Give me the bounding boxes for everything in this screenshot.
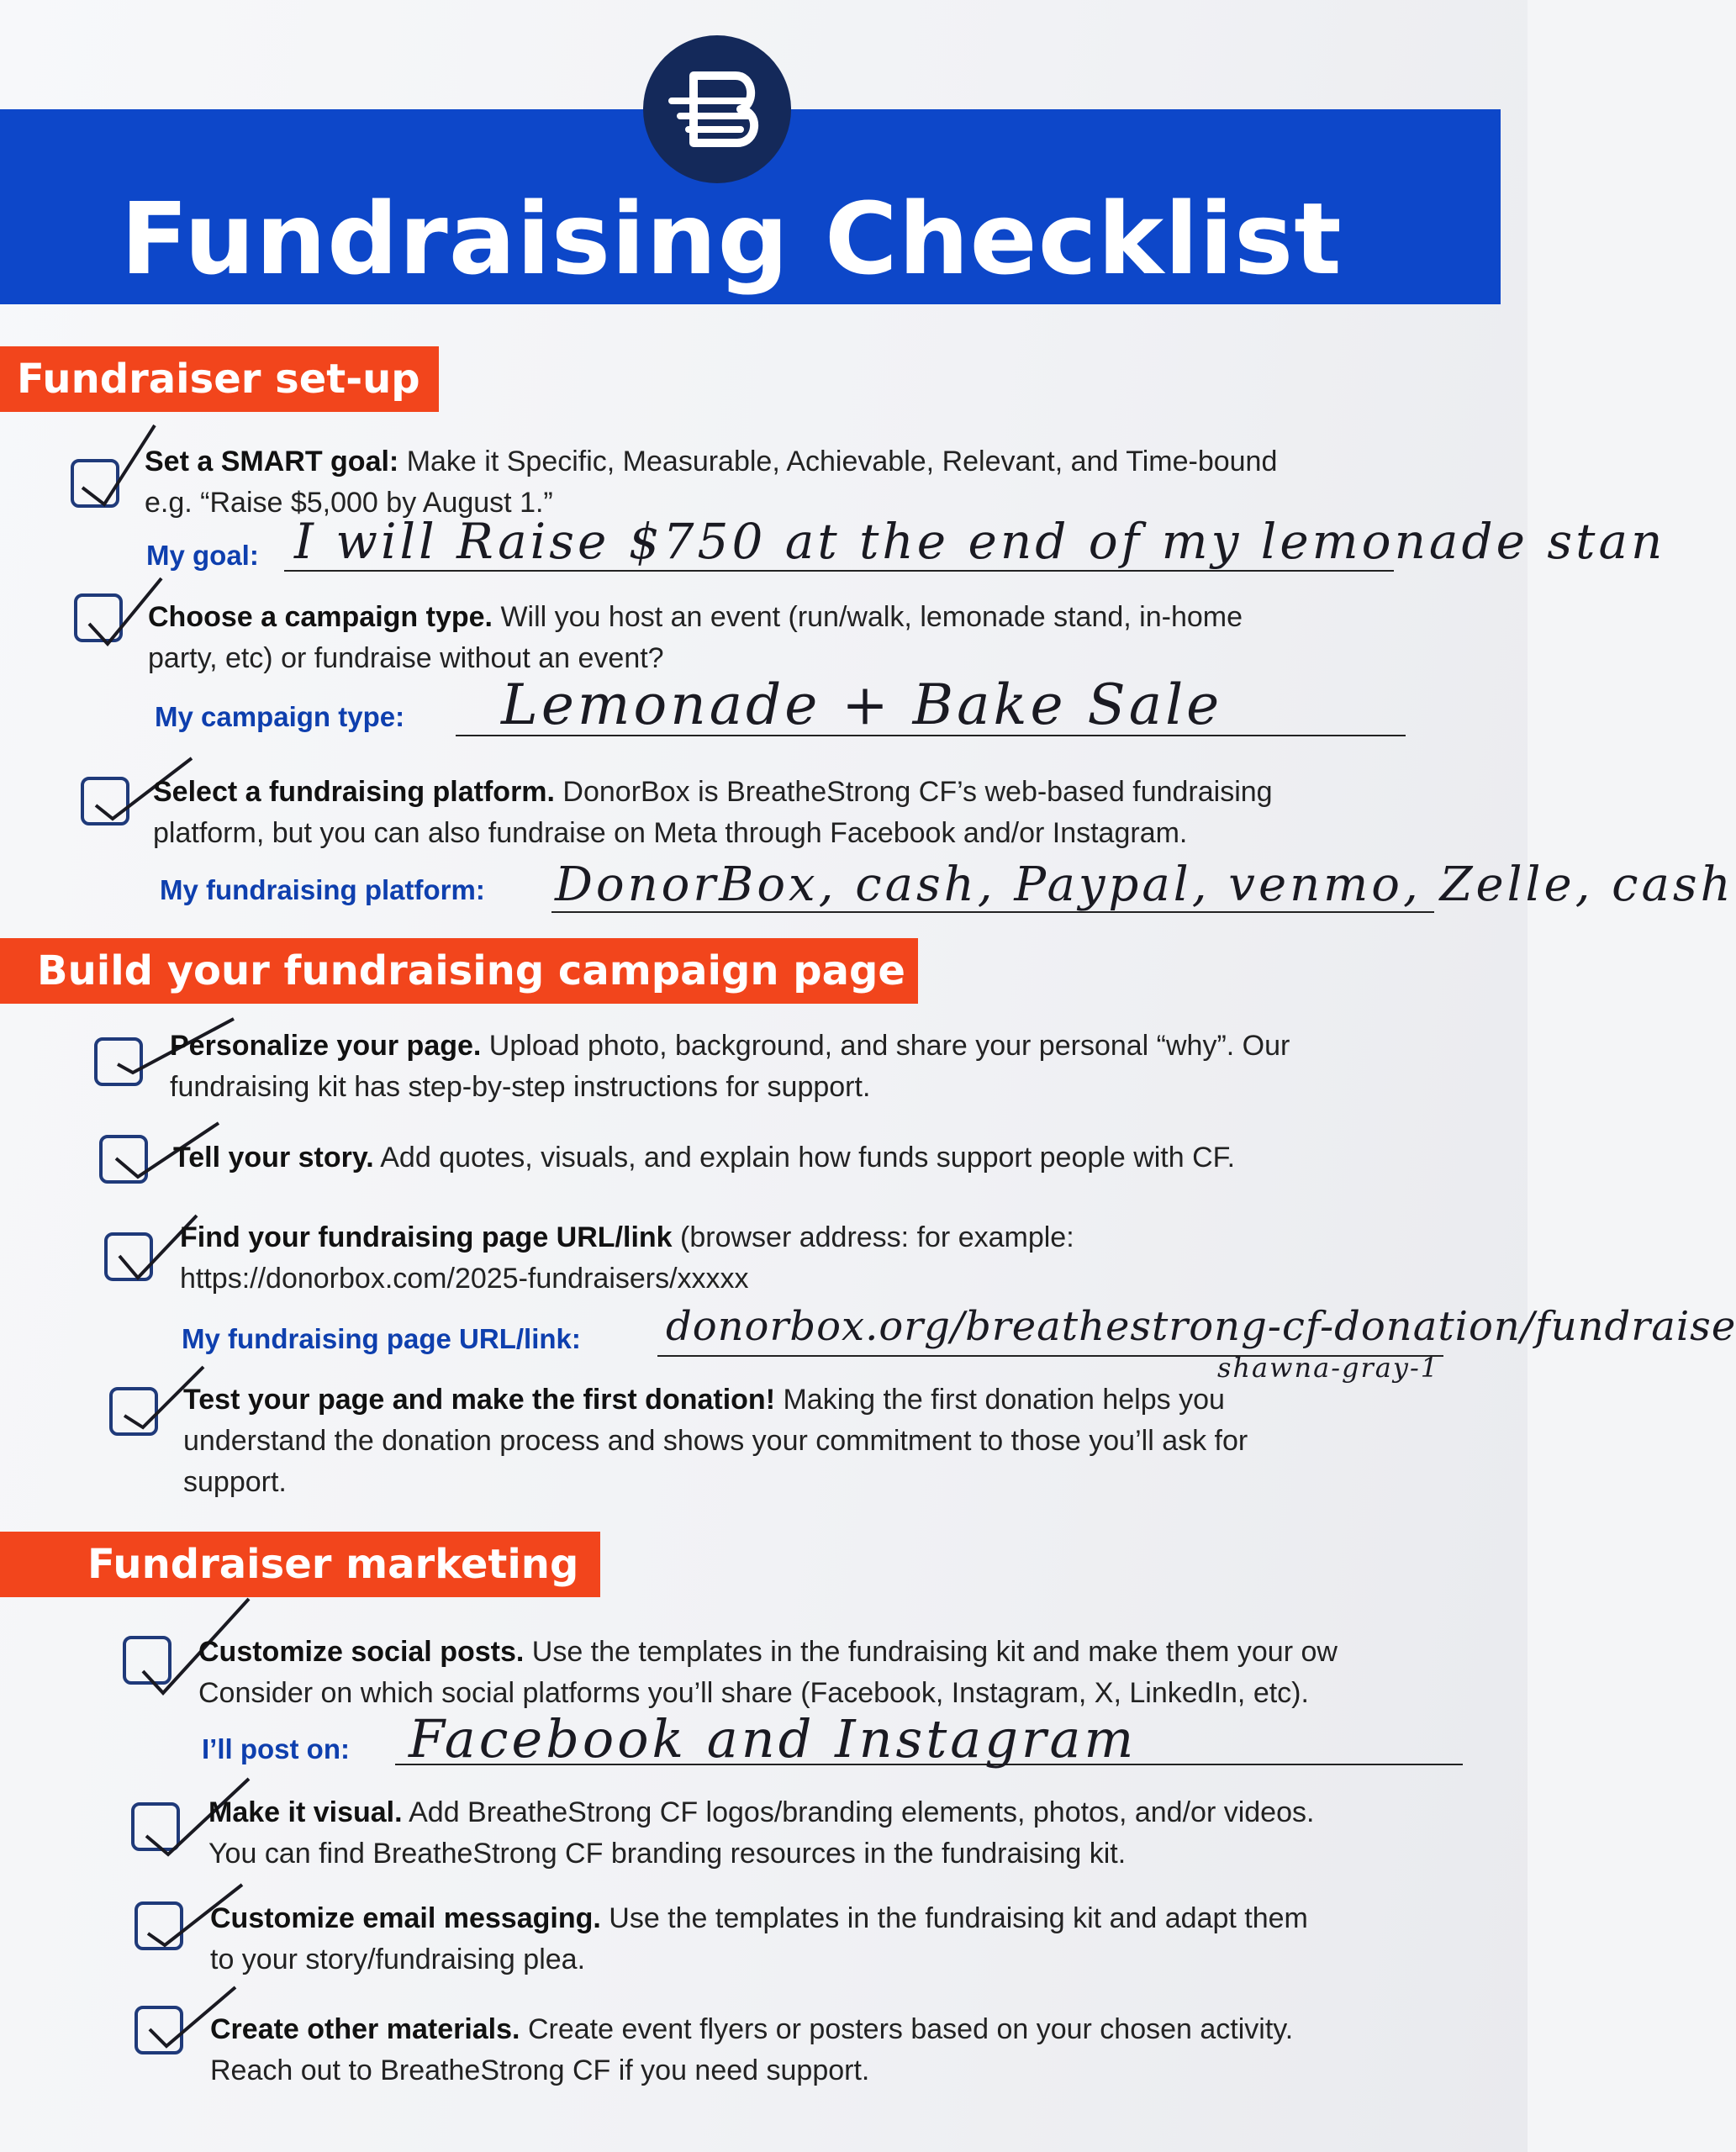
checklist-item-url: Find your fundraising page URL/link (browser address: for example: https://donorbox.com/2025-fundraisers/xxxxx [180,1221,1074,1295]
checklist-item-smart-goal: Set a SMART goal: Make it Specific, Measurable, Achievable, Relevant, and Time-bound e.g. “Raise $5,000 by August 1.” [145,446,1278,519]
section-header-setup: Fundraiser set-up [0,346,439,412]
checklist-item-visual: Make it visual. Add BreatheStrong CF logos/branding elements, photos, and/or videos. You can find BreatheStrong CF branding resources in the fundraising kit. [208,1796,1315,1870]
checklist-item-materials: Create other materials. Create event flyers or posters based on your chosen activity. Reach out to BreatheStrong CF if you need support. [210,2013,1294,2086]
checkbox-platform[interactable] [81,777,129,825]
field-label-goal: My goal: [146,540,259,571]
section-header-marketing: Fundraiser marketing [0,1532,600,1597]
handwritten-url-continued[interactable]: shawna-gray-1 [1217,1352,1440,1384]
checkbox-visual[interactable] [131,1802,180,1851]
checklist-item-social-posts: Customize social posts. Use the templates in the fundraising kit and make them your ow Consider on which social platforms you’ll share (Facebook, Instagram, X, LinkedIn, etc). [198,1636,1338,1709]
field-label-url: My fundraising page URL/link: [182,1323,581,1354]
field-label-campaign-type: My campaign type: [155,701,405,732]
checkbox-personalize[interactable] [94,1037,143,1086]
checkbox-materials[interactable] [135,2006,183,2054]
checkbox-first-donation[interactable] [109,1387,158,1436]
checkbox-story[interactable] [99,1135,148,1184]
field-line [284,570,1394,572]
checklist-item-first-donation: Test your page and make the first donation! Making the first donation helps you understand the donation process and shows your commitment to those you’ll ask for support. [183,1384,1248,1498]
field-label-post-on: I’ll post on: [202,1733,350,1764]
handwritten-goal[interactable]: I will Raise $750 at the end of my lemonade stan [294,513,1666,570]
checkbox-email[interactable] [135,1901,183,1950]
checkbox-social-posts[interactable] [123,1636,171,1685]
checklist-item-personalize: Personalize your page. Upload photo, background, and share your personal “why”. Our fundraising kit has step-by-step instructions for support. [170,1030,1290,1103]
checkbox-campaign-type[interactable] [74,593,123,642]
breathestrong-logo-icon [643,35,791,183]
handwritten-post-on[interactable]: Facebook and Instagram [409,1708,1137,1770]
handwritten-platform[interactable]: DonorBox, cash, Paypal, venmo, Zelle, cash [555,857,1734,912]
checkbox-smart-goal[interactable] [71,459,119,508]
section-header-campaign-page: Build your fundraising campaign page [0,938,918,1004]
handwritten-campaign-type[interactable]: Lemonade + Bake Sale [501,672,1223,737]
checklist-item-platform: Select a fundraising platform. DonorBox is BreatheStrong CF’s web-based fundraising platform, but you can also fundraise on Meta through Facebook and/or Instagram. [153,776,1273,849]
checklist-item-email: Customize email messaging. Use the templates in the fundraising kit and adapt them to your story/fundraising plea. [210,1902,1308,1975]
page-title: Fundraising Checklist [120,181,1343,297]
field-label-platform: My fundraising platform: [160,874,485,905]
checklist-item-story: Tell your story. Add quotes, visuals, and explain how funds support people with CF. [173,1142,1236,1174]
checklist-item-campaign-type: Choose a campaign type. Will you host an event (run/walk, lemonade stand, in-home party, etc) or fundraise without an event? [148,601,1243,674]
handwritten-url[interactable]: donorbox.org/breathestrong-cf-donation/fundraise [666,1303,1736,1350]
checkbox-url[interactable] [104,1232,153,1281]
